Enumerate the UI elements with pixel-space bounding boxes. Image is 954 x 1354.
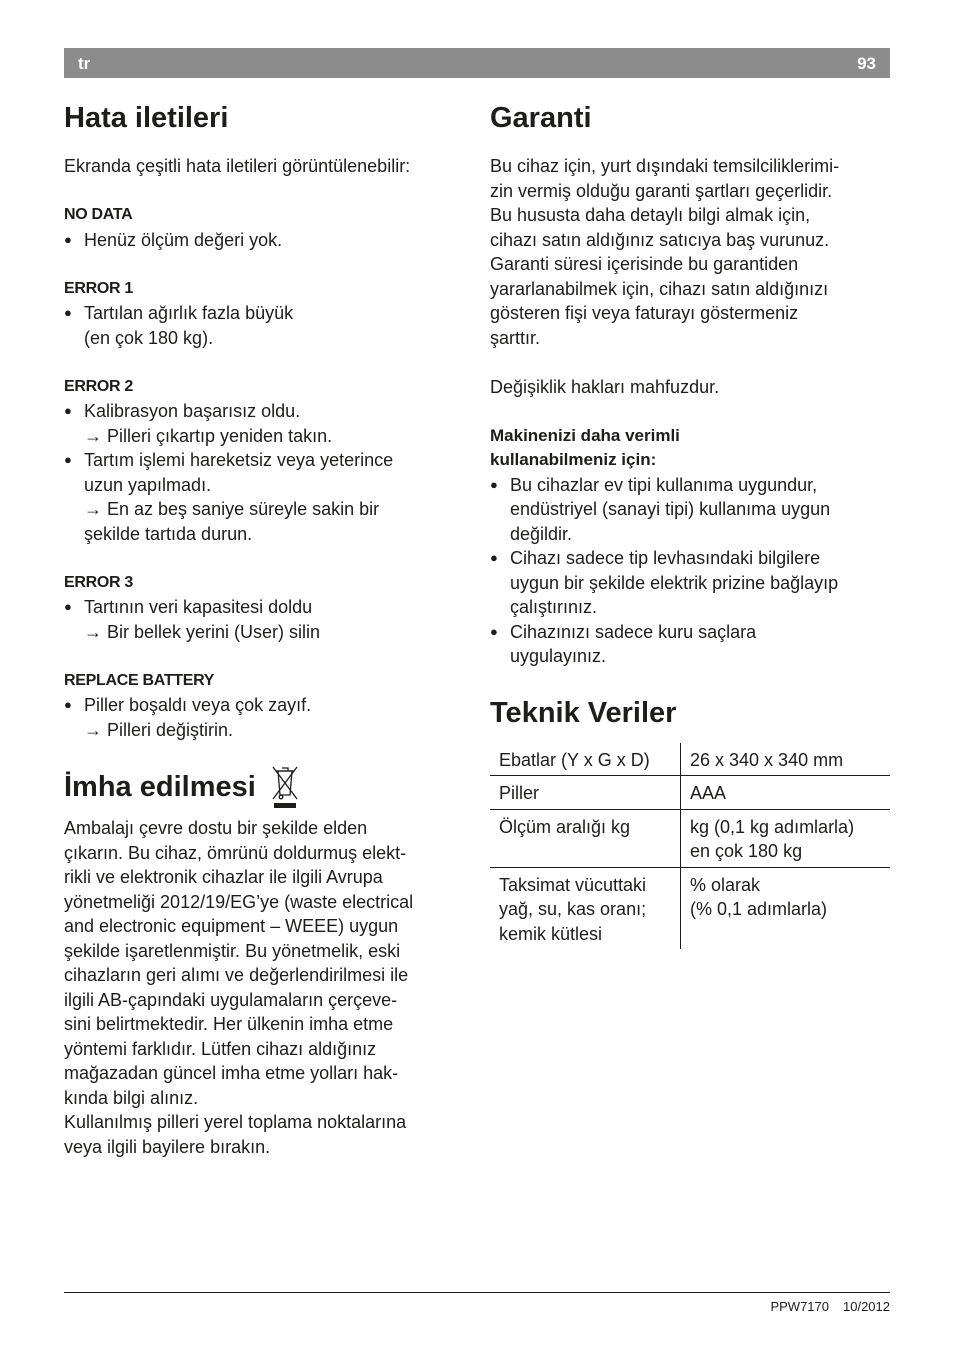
spec-value xyxy=(681,867,891,949)
text-line: kında bilgi alınız. xyxy=(64,1087,199,1108)
error-code-error3: ERROR 3 xyxy=(64,573,134,591)
disposal-title-row xyxy=(64,764,469,810)
text-line: rikli ve elektronik cihazlar ile ilgili Avrupa xyxy=(64,867,383,887)
language-code: tr xyxy=(78,54,91,73)
error-code-error2: ERROR 2 xyxy=(64,377,134,395)
text-line: Bu cihaz için, yurt dışındaki temsilciliklerimi- xyxy=(490,156,840,176)
table-row xyxy=(490,809,890,867)
error-messages-title: Hata iletileri xyxy=(64,102,229,134)
list-item: ● Tartının veri kapasitesi doldu xyxy=(64,595,469,620)
spec-value xyxy=(681,809,891,867)
list-line: çalıştırınız. xyxy=(510,597,598,617)
action-line: → Bir bellek yerini (User) silin xyxy=(84,621,321,642)
text-line: and electronic equipment – WEEE) uygun xyxy=(64,916,399,936)
list-line: uygun bir şekilde elektrik prizine bağlayıp xyxy=(510,572,839,593)
spec-value-line: % olarak xyxy=(690,874,761,895)
text-line: zin vermiş olduğu garanti şartları geçerlidir. xyxy=(490,180,833,201)
disposal-title: İmha edilmesi xyxy=(64,771,256,803)
action-line: şekilde tartıda durun. xyxy=(84,523,253,544)
spec-key: Ebatlar (Y x G x D) xyxy=(490,743,681,776)
list-item: ● Henüz ölçüm değeri yok. xyxy=(64,228,469,253)
text-line: şarttır. xyxy=(490,327,541,348)
tips-heading-line: kullanabilmeniz için: xyxy=(490,450,657,469)
text-line: gösteren fişi veya faturayı göstermeniz xyxy=(490,303,799,323)
spec-key-line: kemik kütlesi xyxy=(499,923,603,944)
error-intro: Ekranda çeşitli hata iletileri görüntülenebilir: xyxy=(64,156,411,176)
text-line: mağazadan güncel imha etme yolları hak- xyxy=(64,1063,399,1083)
list-line: Bu cihazlar ev tipi kullanıma uygundur, xyxy=(510,474,818,495)
disposal-text xyxy=(64,816,469,1159)
spec-value-line: kg (0,1 kg adımlarla) xyxy=(690,816,855,837)
error-code-error1: ERROR 1 xyxy=(64,279,134,297)
spec-key: Ölçüm aralığı kg xyxy=(490,809,681,867)
crossed-out-wheelie-bin-icon xyxy=(270,764,300,810)
rights-reserved: Değişiklik hakları mahfuzdur. xyxy=(490,376,720,397)
warranty-text xyxy=(490,154,890,350)
text-line: Bu hususta daha detaylı bilgi almak için, xyxy=(490,205,811,225)
error-code-no-data: NO DATA xyxy=(64,206,133,223)
spec-value: AAA xyxy=(681,776,891,810)
text-line: veya ilgili bayilere bırakın. xyxy=(64,1136,271,1157)
text-line: yararlanabilmek için, cihazı satın aldığınızı xyxy=(490,278,829,299)
table-row xyxy=(490,743,890,776)
footer xyxy=(770,1299,890,1314)
spec-key-line: Taksimat vücuttaki xyxy=(499,874,647,895)
list-item xyxy=(490,473,890,547)
text-line: çıkarın. Bu cihaz, ömrünü doldurmuş elekt- xyxy=(64,842,407,863)
text-line: ilgili AB-çapındaki uygulamaların çerçeve- xyxy=(64,989,398,1010)
spec-key xyxy=(490,867,681,949)
text-line: cihazların geri alımı ve değerlendirilmesi ile xyxy=(64,965,409,985)
tips-heading-line: Makinenizi daha verimli xyxy=(490,425,680,445)
action-line: → Pilleri çıkartıp yeniden takın. xyxy=(84,425,333,446)
list-line: uzun yapılmadı. xyxy=(84,474,212,495)
text-line: Ambalajı çevre dostu bir şekilde elden xyxy=(64,818,368,838)
list-item: ● Piller boşaldı veya çok zayıf. xyxy=(64,693,469,718)
text-line: Garanti süresi içerisinde bu garantiden xyxy=(490,254,799,274)
list-item: ● Kalibrasyon başarısız oldu. xyxy=(64,399,469,424)
specs-table xyxy=(490,743,890,950)
list-line: Tartılan ağırlık fazla büyük xyxy=(84,303,294,323)
table-row xyxy=(490,776,890,810)
text-line: cihazı satın aldığınız satıcıya baş vurunuz. xyxy=(490,229,830,250)
action-line: → En az beş saniye süreyle sakin bir xyxy=(84,499,380,519)
list-line: (en çok 180 kg). xyxy=(84,327,214,348)
list-line: değildir. xyxy=(510,523,573,544)
list-item xyxy=(64,301,469,350)
error-code-replace-battery: REPLACE BATTERY xyxy=(64,671,215,689)
spec-key-line: yağ, su, kas oranı; xyxy=(499,899,647,919)
list-line: uygulayınız. xyxy=(510,646,607,666)
spec-value: 26 x 340 x 340 mm xyxy=(681,743,891,776)
list-line: Cihazınızı sadece kuru saçlara xyxy=(510,621,757,642)
list-line: Cihazı sadece tip levhasındaki bilgilere xyxy=(510,548,821,568)
header-bar xyxy=(64,48,890,78)
list-line: endüstriyel (sanayi tipi) kullanıma uygun xyxy=(510,499,831,519)
list-item xyxy=(64,448,469,546)
right-column xyxy=(490,96,890,949)
page-number: 93 xyxy=(857,54,876,73)
action-line: → Pilleri değiştirin. xyxy=(84,719,234,740)
warranty-title: Garanti xyxy=(490,102,592,134)
spec-value-line: en çok 180 kg xyxy=(690,841,803,861)
list-item xyxy=(490,546,890,620)
list-line: Tartım işlemi hareketsiz veya yeterince xyxy=(84,450,394,470)
text-line: sini belirtmektedir. Her ülkenin imha etme xyxy=(64,1014,394,1034)
text-line: şekilde işaretlenmiştir. Bu yönetmelik, eski xyxy=(64,940,401,961)
text-line: Kullanılmış pilleri yerel toplama noktalarına xyxy=(64,1112,407,1132)
footer-rule xyxy=(64,1292,890,1293)
text-line: yönetmeliği 2012/19/EG’ye (waste electrical xyxy=(64,891,414,912)
text-line: yöntemi farklıdır. Lütfen cihazı aldığınız xyxy=(64,1038,377,1059)
spec-key: Piller xyxy=(490,776,681,810)
edition-date: 10/2012 xyxy=(843,1299,890,1314)
table-row xyxy=(490,867,890,949)
list-item xyxy=(490,620,890,669)
specs-title: Teknik Veriler xyxy=(490,696,677,729)
left-column xyxy=(64,96,469,1159)
spec-value-line: (% 0,1 adımlarla) xyxy=(690,899,828,919)
model-number: PPW7170 xyxy=(770,1299,829,1314)
